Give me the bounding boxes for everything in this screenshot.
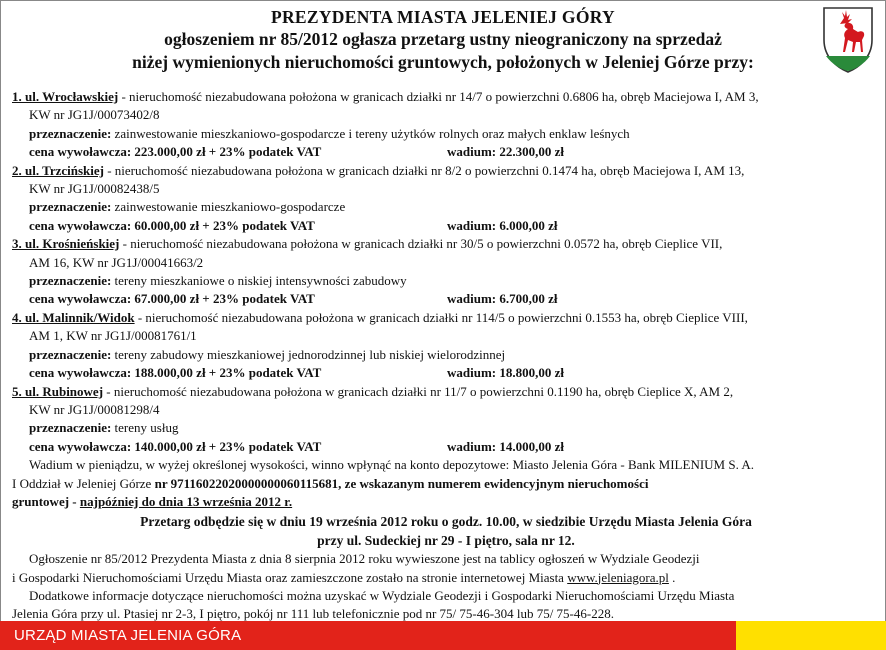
item-purpose: przeznaczenie: zainwestowanie mieszkaniowo-gospodarcze i tereny użytków rolnych oraz małych enklaw leśnych <box>29 125 630 141</box>
footer-bar <box>0 621 886 650</box>
item-description: - nieruchomość niezabudowana położona w granicach działki nr 30/5 o powierzchni 0.0572 ha, obręb Cieplice VII, <box>119 236 723 252</box>
bank-account-number: nr 97116022020000000060115681, ze wskazanym numerem ewidencyjnym nieruchomości <box>154 475 649 491</box>
item-description: - nieruchomość niezabudowana położona w granicach działki nr 14/7 o powierzchni 0.6806 ha, obręb Maciejowa I, AM 3, <box>118 89 759 104</box>
item-street: 1. ul. Wrocławskiej <box>12 89 119 104</box>
item-description-cont: KW nr JG1J/00073402/8 <box>29 107 160 123</box>
website-link[interactable]: www.jeleniagora.pl <box>567 569 669 585</box>
footer-text: URZĄD MIASTA JELENIA GÓRA <box>14 627 242 644</box>
notice-info-line1: Ogłoszenie nr 85/2012 Prezydenta Miasta z dnia 8 sierpnia 2012 roku wywieszone jest na tablicy ogłoszeń w Wydziale Geodezji <box>29 551 700 567</box>
item-price: cena wywoławcza: 140.000,00 zł + 23% podatek VAT <box>29 438 322 454</box>
list-item <box>12 162 880 180</box>
notice-info-line4: Jelenia Góra przy ul. Ptasiej nr 2-3, I piętro, pokój nr 111 lub telefonicznie pod nr 75/ 75-46-304 lub 75/ 75-46-228. <box>12 606 614 622</box>
wadium-info-line3: gruntowej - najpóźniej do dnia 13 września 2012 r. <box>12 493 293 509</box>
footer-yellow-stripe <box>736 621 886 650</box>
item-description: - nieruchomość niezabudowana położona w granicach działki nr 8/2 o powierzchni 0.1474 ha, obręb Maciejowa I, AM 13, <box>103 162 745 178</box>
item-price-row <box>12 290 880 308</box>
item-price: cena wywoławcza: 67.000,00 zł + 23% podatek VAT <box>29 291 315 307</box>
item-street: 2. ul. Trzcińskiej <box>12 162 104 178</box>
item-purpose: przeznaczenie: tereny zabudowy mieszkaniowej jednorodzinnej lub niskiej wielorodzinnej <box>29 346 506 362</box>
item-description-cont: KW nr JG1J/00082438/5 <box>29 181 160 197</box>
item-price-row <box>12 438 880 456</box>
wadium-info-line2: I Oddział w Jeleniej Górze nr 97116022020000000060115681, ze wskazanym numerem ewidencyjnym nieruchomości <box>12 475 649 491</box>
notice-body <box>12 88 880 624</box>
list-item <box>12 383 880 401</box>
auction-info-line1: Przetarg odbędzie się w dniu 19 września 2012 roku o godz. 10.00, w siedzibie Urzędu Miasta Jelenia Góra <box>140 514 752 530</box>
item-price: cena wywoławcza: 60.000,00 zł + 23% podatek VAT <box>29 217 315 233</box>
item-deposit: wadium: 6.000,00 zł <box>447 217 558 233</box>
notice-subtitle-line2: niżej wymienionych nieruchomości gruntowych, położonych w Jeleniej Górze przy: <box>132 52 754 72</box>
item-street: 4. ul. Malinnik/Widok <box>12 309 135 325</box>
notice-header <box>0 6 886 74</box>
list-item <box>12 309 880 327</box>
notice-info-line2: i Gospodarki Nieruchomościami Urzędu Miasta oraz zamieszczone zostało na stronie internetowej Miasta www.jeleniagora.pl . <box>12 569 676 585</box>
item-price-row <box>12 217 880 235</box>
item-price: cena wywoławcza: 188.000,00 zł + 23% podatek VAT <box>29 365 322 381</box>
item-deposit: wadium: 22.300,00 zł <box>447 144 565 160</box>
deer-coat-of-arms-icon <box>818 4 878 74</box>
item-price-row <box>12 364 880 382</box>
item-deposit: wadium: 6.700,00 zł <box>447 291 558 307</box>
list-item <box>12 88 880 106</box>
item-deposit: wadium: 14.000,00 zł <box>447 438 565 454</box>
item-street: 3. ul. Krośnieńskiej <box>12 236 120 252</box>
item-description-cont: AM 1, KW nr JG1J/00081761/1 <box>29 328 197 344</box>
item-description: - nieruchomość niezabudowana położona w granicach działki nr 114/5 o powierzchni 0.1553 ha, obręb Cieplice VIII, <box>134 309 748 325</box>
auction-info-line2: przy ul. Sudeckiej nr 29 - I piętro, sala nr 12. <box>317 532 575 548</box>
item-purpose: przeznaczenie: zainwestowanie mieszkaniowo-gospodarcze <box>29 199 346 215</box>
notice-title: PREZYDENTA MIASTA JELENIEJ GÓRY <box>271 7 615 27</box>
item-purpose: przeznaczenie: tereny mieszkaniowe o niskiej intensywności zabudowy <box>29 273 407 289</box>
wadium-info-line1: Wadium w pieniądzu, w wyżej określonej wysokości, winno wpłynąć na konto depozytowe: Miasto Jelenia Góra - Bank MILENIUM S. A. <box>29 457 755 473</box>
item-description-cont: AM 16, KW nr JG1J/00041663/2 <box>29 254 204 270</box>
deposit-deadline: najpóźniej do dnia 13 września 2012 r. <box>79 493 293 509</box>
item-description-cont: KW nr JG1J/00081298/4 <box>29 401 160 417</box>
item-purpose: przeznaczenie: tereny usług <box>29 420 179 436</box>
list-item <box>12 235 880 253</box>
notice-info-line3: Dodatkowe informacje dotyczące nieruchomości można uzyskać w Wydziale Geodezji i Gospodarki Nieruchomościami Urzędu Miasta <box>29 587 735 603</box>
item-street: 5. ul. Rubinowej <box>12 383 104 399</box>
item-price: cena wywoławcza: 223.000,00 zł + 23% podatek VAT <box>29 144 322 160</box>
item-description: - nieruchomość niezabudowana położona w granicach działki nr 11/7 o powierzchni 0.1190 ha, obręb Cieplice X, AM 2, <box>103 383 734 399</box>
notice-subtitle-line1: ogłoszeniem nr 85/2012 ogłasza przetarg ustny nieograniczony na sprzedaż <box>164 29 722 49</box>
item-deposit: wadium: 18.800,00 zł <box>447 365 565 381</box>
item-price-row <box>12 143 880 161</box>
